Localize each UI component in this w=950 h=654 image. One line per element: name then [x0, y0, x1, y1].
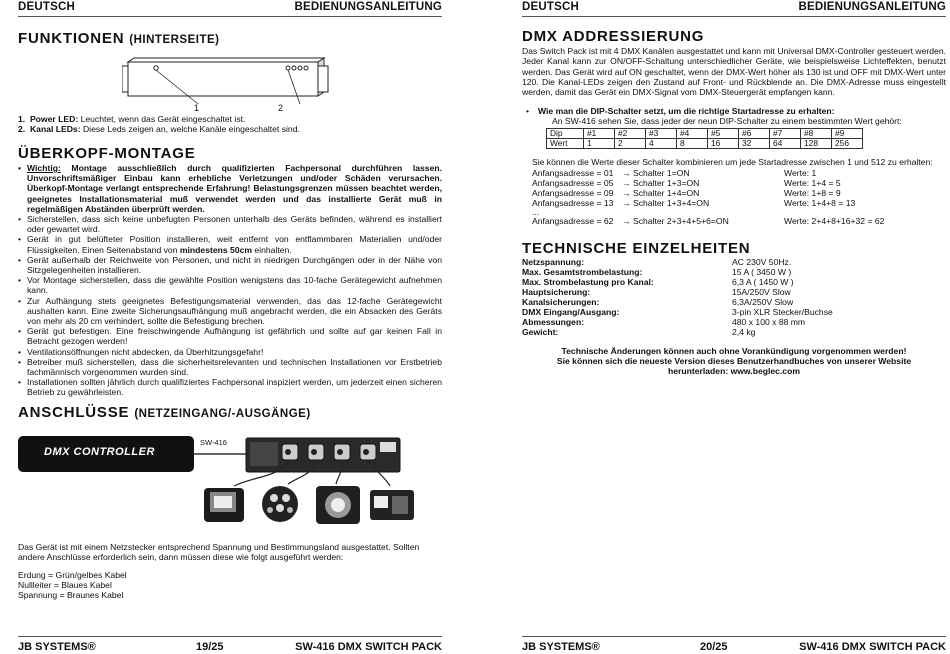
list-text: einhalten. — [254, 244, 292, 255]
section-title-tech — [522, 240, 750, 257]
spec-value: 480 x 100 x 88 mm — [732, 317, 806, 327]
table-row — [547, 139, 863, 149]
spec-row — [522, 307, 942, 317]
spec-row — [522, 267, 942, 277]
section-title-anschluesse — [18, 404, 311, 421]
address-row — [532, 188, 942, 198]
montage-list — [18, 163, 442, 398]
spec-list — [522, 257, 942, 337]
header-language: DEUTSCH — [522, 1, 579, 13]
address-values: Werte: 1+8 = 9 — [784, 188, 841, 198]
footer-brand: JB SYSTEMS® — [18, 641, 96, 653]
header-title: BEDIENUNGSANLEITUNG — [798, 1, 946, 13]
table-cell: 256 — [832, 139, 863, 149]
howto-heading: Wie man die DIP-Schalter setzt, um die richtige Startadresse zu erhalten: — [538, 106, 835, 116]
combine-text: Sie können die Werte dieser Schalter kombinieren um jede Startadresse zwischen 1 und 512 zu erhalten: — [532, 157, 933, 167]
light-effect-icon — [370, 490, 414, 520]
legend-number: 2. — [18, 124, 26, 134]
spec-value: 2,4 kg — [732, 327, 756, 337]
header-divider — [18, 16, 442, 17]
legend-text: Leuchtet, wenn das Gerät eingeschaltet ist. — [80, 114, 246, 124]
table-cell: #4 — [677, 129, 708, 139]
section-title-montage — [18, 145, 196, 162]
table-row — [547, 129, 863, 139]
spec-key: Kanalsicherungen: — [522, 297, 600, 307]
legend-number: 1. — [18, 114, 26, 124]
legend-item-2 — [18, 124, 442, 134]
list-item: • Installationen sollten jährlich durch qualifiziertes Fachpersonal inspiziert werden, um jederzeit einen sicheren Betrieb zu gewährleisten. — [18, 377, 442, 397]
dip-howto-text: An SW-416 sehen Sie, dass jeder der neun DIP-Schalter zu einem bestimmten Wert gehört: — [552, 116, 902, 126]
table-cell: 8 — [677, 139, 708, 149]
note-website: Sie können sich die neueste Version dieses Benutzerhandbuches von unserer Website — [556, 356, 912, 366]
footer-page-number: 20/25 — [700, 641, 728, 653]
address-switches: → Schalter 1+4=ON — [622, 188, 700, 198]
section-title-text: DMX ADDRESSIERUNG — [522, 28, 705, 45]
list-item — [18, 163, 442, 214]
page-header — [522, 1, 946, 13]
light-effect-icon — [262, 486, 298, 522]
spec-key: DMX Eingang/Ausgang: — [522, 307, 620, 317]
spec-row — [522, 317, 942, 327]
section-title-dmx — [522, 28, 704, 45]
spec-value: 3-pin XLR Stecker/Buchse — [732, 307, 833, 317]
spec-value: 6,3 A ( 1450 W ) — [732, 277, 794, 287]
device-label: SW-416 — [200, 438, 227, 447]
spec-key: Abmessungen: — [522, 317, 585, 327]
table-cell: #1 — [584, 129, 615, 139]
table-cell: #9 — [832, 129, 863, 139]
address-start: Anfangsadresse = 62 — [532, 216, 614, 226]
spec-row — [522, 297, 942, 307]
dip-table — [546, 128, 863, 149]
table-cell: #8 — [801, 129, 832, 139]
header-divider — [522, 16, 946, 17]
wiring-paragraph: Das Gerät ist mit einem Netzstecker entsprechend Spannung und Bestimmungsland ausgestattet. Sollten andere Anschlüsse erforderlich sein, dann müssen diese wie folgt ausgeführt werden: — [18, 542, 420, 563]
footer-brand: JB SYSTEMS® — [522, 641, 600, 653]
list-item: • Sicherstellen, dass sich keine unbefugten Personen unterhalb des Geräts befinden, während es installiert oder gewartet wird. — [18, 214, 442, 234]
page-header — [18, 1, 442, 13]
spec-value: 15 A ( 3450 W ) — [732, 267, 792, 277]
address-row — [532, 178, 942, 188]
bullet: • — [526, 106, 530, 116]
footer-page-number: 19/25 — [196, 641, 224, 653]
list-text: Gerät in gut belüfteter Position installieren, weit entfernt von entflammbaren Materialien und/oder Flüssigkeiten. Einen Seitenabstand von — [27, 234, 442, 255]
wiring-neutral: Nullleiter = Blaues Kabel — [18, 580, 112, 590]
section-title-text: TECHNISCHE EINZELHEITEN — [522, 240, 751, 257]
list-item: • Ventilationsöffnungen nicht abdecken, da Überhitzungsgefahr! — [18, 347, 442, 357]
address-row — [532, 216, 942, 226]
footer-product: SW-416 DMX SWITCH PACK — [799, 641, 946, 653]
legend-label: Power LED: — [29, 114, 79, 124]
address-ellipsis: ... — [532, 207, 540, 217]
section-subtitle: (HINTERSEITE) — [129, 34, 220, 46]
callout-1: 1 — [194, 103, 200, 113]
address-switches: → Schalter 1+3=ON — [622, 178, 700, 188]
section-title-text: FUNKTIONEN — [18, 30, 125, 47]
address-start: Anfangsadresse = 05 — [532, 178, 614, 188]
table-cell: 1 — [584, 139, 615, 149]
spec-value: AC 230V 50Hz. — [732, 257, 792, 267]
address-row — [532, 198, 942, 208]
table-cell: 2 — [615, 139, 646, 149]
note-changes: Technische Änderungen können auch ohne Vorankündigung vorgenommen werden! — [561, 346, 907, 356]
address-values: Werte: 2+4+8+16+32 = 62 — [784, 216, 885, 226]
spec-key: Max. Gesamtstrombelastung: — [522, 267, 643, 277]
table-cell: #6 — [739, 129, 770, 139]
spec-row — [522, 327, 942, 337]
list-item: • Gerät außerhalb der Reichweite von Personen, und nicht in niedrigen Durchgängen oder in der Nähe von Sitzgelegenheiten installieren. — [18, 255, 442, 275]
light-effect-icon — [204, 488, 244, 522]
address-switches: → Schalter 1=ON — [622, 168, 690, 178]
header-title: BEDIENUNGSANLEITUNG — [294, 1, 442, 13]
address-row — [532, 168, 942, 178]
table-cell: 32 — [739, 139, 770, 149]
footer-divider — [18, 636, 442, 637]
spec-value: 6,3A/250V Slow — [732, 297, 794, 307]
address-examples — [532, 168, 942, 226]
address-switches: → Schalter 1+3+4=ON — [622, 198, 710, 208]
table-cell: 4 — [646, 139, 677, 149]
table-cell: 128 — [801, 139, 832, 149]
footer-divider — [522, 636, 946, 637]
address-start: Anfangsadresse = 09 — [532, 188, 614, 198]
legend-text: Diese Leds zeigen an, welche Kanäle eingeschaltet sind. — [82, 124, 300, 134]
list-emphasis: mindestens 50cm — [179, 244, 253, 255]
spec-key: Hauptsicherung: — [522, 287, 591, 297]
table-cell: Dip — [547, 129, 584, 139]
table-cell: 64 — [770, 139, 801, 149]
legend-label: Kanal LEDs: — [29, 124, 81, 134]
dmx-intro: Das Switch Pack ist mit 4 DMX Kanälen ausgestattet und kann mit Universal DMX-Controller gesteuert werden. Jeder Kanal kann zur ON/OFF-Schaltung unterschiedlicher Geräte, wie beispielsweise Lichteffekten, benutzt werden. Das Gerät wird auf ON geschaltet, wenn der DMX-Wert höher als 130 ist und OFF mit DMX-Wert unter 120. Die Kanal-LEDs zeigen den Zustand auf Front- und Rückblende an. Die DMX-Adresse muss eingestellt werden, damit das Gerät ein DMX-Signal vom DMX-Steuergerät empfangen kann. — [522, 46, 946, 98]
page-footer — [18, 641, 442, 653]
spec-key: Max. Strombelastung pro Kanal: — [522, 277, 654, 287]
spec-row — [522, 277, 942, 287]
legend-item-1 — [18, 114, 442, 124]
rear-panel-illustration — [122, 52, 338, 114]
table-cell: #7 — [770, 129, 801, 139]
section-subtitle: (NETZEINGANG/-AUSGÄNGE) — [134, 408, 311, 420]
warning-label: Wichtig: — [27, 163, 61, 173]
table-cell: 16 — [708, 139, 739, 149]
spec-key: Gewicht: — [522, 327, 559, 337]
footer-product: SW-416 DMX SWITCH PACK — [295, 641, 442, 653]
address-switches: → Schalter 2+3+4+5+6=ON — [622, 216, 729, 226]
list-item: • Vor Montage sicherstellen, dass die gewählte Position wenigstens das 10-fache Gerätegewicht aufnehmen kann. — [18, 275, 442, 295]
table-cell: Wert — [547, 139, 584, 149]
table-cell: #3 — [646, 129, 677, 139]
address-start: Anfangsadresse = 01 — [532, 168, 614, 178]
address-values: Werte: 1+4+8 = 13 — [784, 198, 856, 208]
table-cell: #5 — [708, 129, 739, 139]
section-title-text: ÜBERKOPF-MONTAGE — [18, 145, 196, 162]
spec-value: 15A/250V Slow — [732, 287, 791, 297]
page-footer — [522, 641, 946, 653]
right-page — [522, 0, 946, 654]
note-download-link[interactable]: herunterladen: www.beglec.com — [668, 366, 800, 376]
light-effect-icon — [316, 486, 360, 524]
list-item: • Zur Aufhängung stets geeignetes Befestigungsmaterial verwenden, das das 12-fache Gerätegewicht aushalten kann. Eine zweite Sicherungsaufhängung muß angebracht werden, die ein Absacken des Geräts von mehr als 20 cm verhindert, sollte die Befestigung brechen. — [18, 296, 442, 327]
table-cell: #2 — [615, 129, 646, 139]
left-page — [18, 0, 442, 654]
list-item — [18, 234, 442, 254]
address-values: Werte: 1+4 = 5 — [784, 178, 841, 188]
spec-row — [522, 287, 942, 297]
list-item: • Betreiber muß sicherstellen, dass die sicherheitsrelevanten und technischen Installationen vor Erstbetrieb fachmännisch vorgenommen wurden sind. — [18, 357, 442, 377]
address-start: Anfangsadresse = 13 — [532, 198, 614, 208]
section-title-text: ANSCHLÜSSE — [18, 404, 130, 421]
spec-key: Netzspannung: — [522, 257, 585, 267]
dip-howto — [526, 106, 946, 116]
callout-2: 2 — [278, 103, 284, 113]
controller-label: DMX CONTROLLER — [44, 446, 155, 458]
section-title-funktionen — [18, 30, 220, 47]
warning-text: Montage ausschließlich durch qualifizierten Fachpersonal durchführen lassen. Unvorschriftsmäßiger Einbau kann erhebliche Verletzungen und/oder Schäden verursachen. Überkopf-Montage verlangt entsprechende Erfahrung! Belastungsgrenzen müssen beachtet werden, geeignetes Installationsmaterial muß verwendet werden und das installierte Gerät muß in regelmäßigen Abständen überprüft werden. — [27, 163, 442, 214]
address-values: Werte: 1 — [784, 168, 817, 178]
wiring-live: Spannung = Braunes Kabel — [18, 590, 124, 600]
header-language: DEUTSCH — [18, 1, 75, 13]
list-item: • Gerät gut befestigen. Eine freischwingende Aufhängung ist gefährlich und sollte auf gar keinen Fall in Betracht gezogen werden! — [18, 326, 442, 346]
wiring-earth: Erdung = Grün/gelbes Kabel — [18, 570, 127, 580]
spec-row — [522, 257, 942, 267]
